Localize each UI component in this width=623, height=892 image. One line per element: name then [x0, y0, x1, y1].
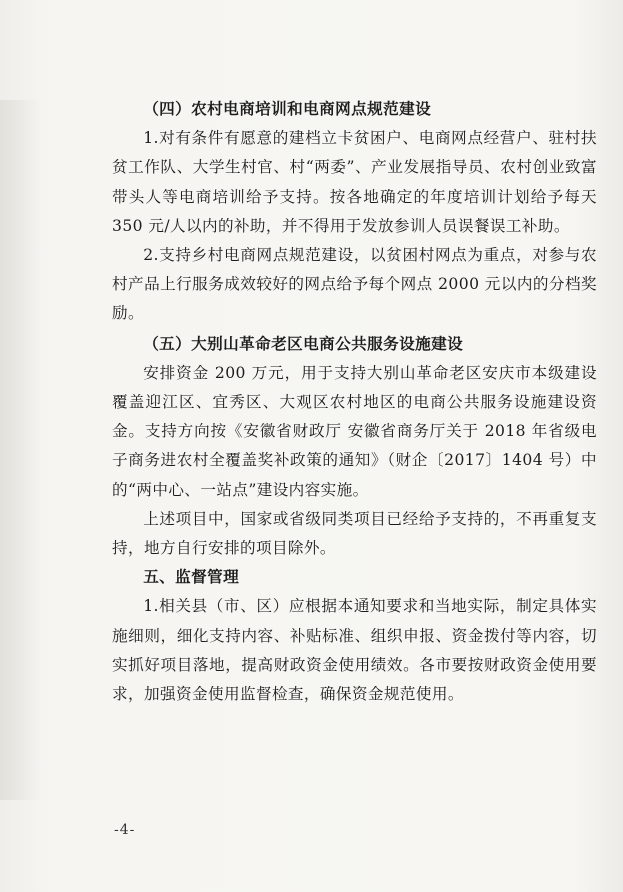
supervision-paragraph-1: 1.相关县（市、区）应根据本通知要求和当地实际，制定具体实施细则，细化支持内容、补贴标准、组织申报、资金拨付等内容，切实抓好项目落地，提高财政资金使用绩效。各市要按财政资金使用要求，加强资金使用监督检查，确保资金规范使用。	[112, 597, 597, 704]
section-4-paragraph-1: 1.对有条件有愿意的建档立卡贫困户、电商网点经营户、驻村扶贫工作队、大学生村官、村“两委”、产业发展指导员、农村创业致富带头人等电商培训给予支持。按各地确定的年度培训计划给予每天 350 元/人以内的补助，并不得用于发放参训人员误餐误工补助。	[112, 129, 597, 235]
document-body	[112, 95, 597, 709]
page-number: -4-	[114, 822, 136, 838]
scan-shadow	[0, 100, 40, 800]
section-4-heading: （四）农村电商培训和电商网点规范建设	[143, 100, 432, 118]
section-5-paragraph-1: 安排资金 200 万元，用于支持大别山革命老区安庆市本级建设覆盖迎江区、宜秀区、大观区农村地区的电商公共服务设施建设资金。支持方向按《安徽省财政厅 安徽省商务厅关于 2018 年省级电子商务进农村全覆盖奖补政策的通知》（财企〔2017〕1404 号）中的“两中心、一站点”建设内容实施。	[112, 363, 597, 499]
supervision-heading: 五、监督管理	[143, 568, 240, 587]
exclusion-note: 上述项目中，国家或省级同类项目已经给予支持的，不再重复支持，地方自行安排的项目除外。	[112, 509, 597, 558]
section-5-heading: （五）大别山革命老区电商公共服务设施建设	[143, 334, 464, 353]
section-4-paragraph-2: 2.支持乡村电商网点规范建设，以贫困村网点为重点，对参与农村产品上行服务成效较好的网点给予每个网点 2000 元以内的分档奖励。	[112, 246, 597, 323]
